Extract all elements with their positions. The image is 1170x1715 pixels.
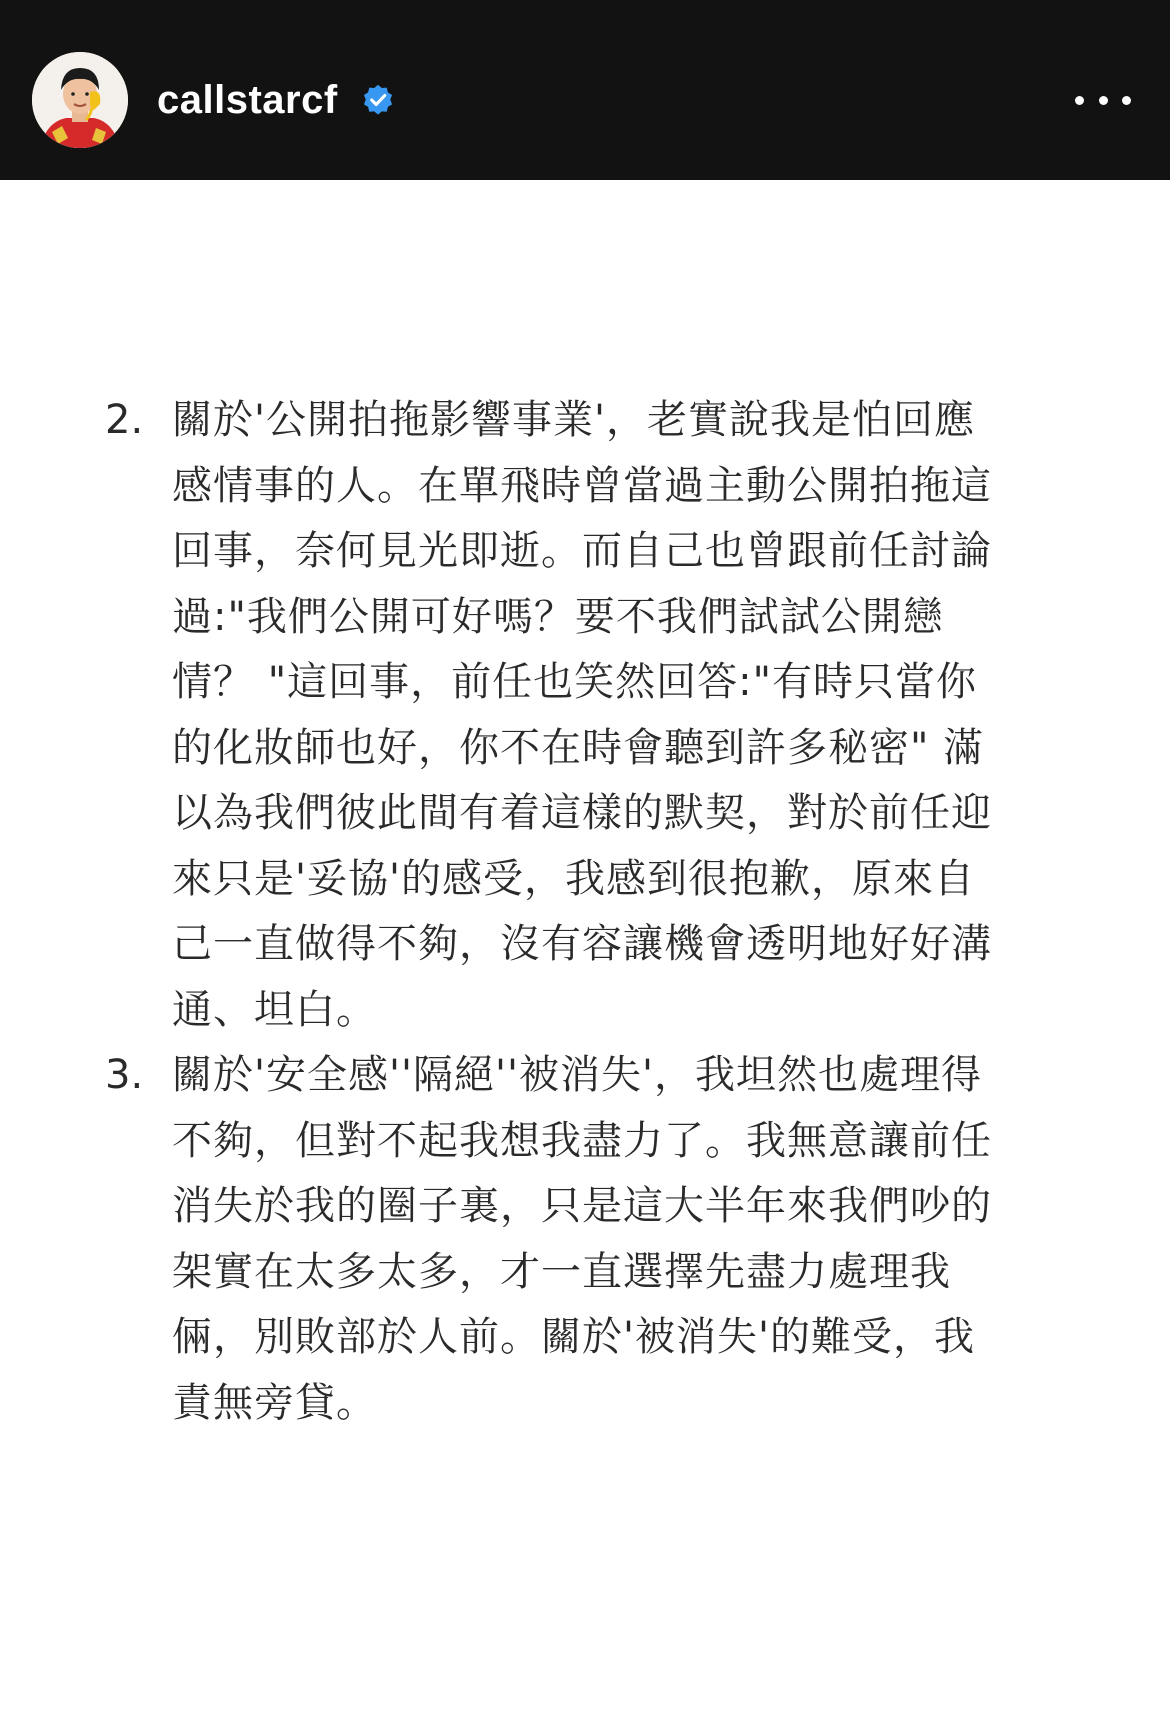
text-line: 關於'公開拍拖影響事業'，老實說我是怕回應 (172, 397, 975, 443)
profile-header (0, 0, 1170, 180)
list-item-text (172, 1043, 1092, 1436)
text-line: 通、坦白。 (172, 986, 377, 1033)
text-line: 關於'安全感''隔絕''被消失'，我坦然也處理得 (172, 1052, 982, 1098)
more-options-button[interactable] (1075, 82, 1131, 118)
list-item-number: 3. (105, 1052, 144, 1098)
text-line: 以為我們彼此間有着這樣的默契，對於前任迎 (172, 790, 992, 836)
text-line: 責無旁貸。 (172, 1379, 377, 1426)
text-line: 消失於我的圈子裏，只是這大半年來我們吵的 (172, 1183, 992, 1229)
list-item-text (172, 388, 1092, 1043)
text-line: 架實在太多太多，才一直選擇先盡力處理我 (172, 1248, 951, 1295)
more-horizontal-icon (1122, 96, 1131, 105)
text-line: 情？ "這回事，前任也笑然回答:"有時只當你 (172, 659, 977, 705)
post-body (105, 388, 1105, 1436)
text-line: 己一直做得不夠，沒有容讓機會透明地好好溝 (172, 921, 992, 967)
avatar[interactable] (32, 52, 128, 148)
text-line: 的化妝師也好，你不在時會聽到許多秘密" 滿 (172, 724, 985, 771)
text-line: 來只是'妥協'的感受，我感到很抱歉，原來自 (172, 855, 975, 902)
verified-badge-icon (360, 82, 396, 118)
list-item-number: 2. (105, 397, 144, 443)
username[interactable]: callstarcf (157, 78, 338, 122)
text-line: 過:"我們公開可好嗎？要不我們試試公開戀 (172, 593, 944, 640)
text-line: 感情事的人。在單飛時曾當過主動公開拍拖這 (172, 462, 992, 509)
list-item (105, 1043, 1105, 1436)
text-line: 回事，奈何見光即逝。而自己也曾跟前任討論 (172, 528, 992, 574)
text-line: 不夠，但對不起我想我盡力了。我無意讓前任 (172, 1117, 992, 1164)
more-horizontal-icon (1099, 96, 1108, 105)
more-horizontal-icon (1075, 96, 1084, 105)
text-line: 倆，別敗部於人前。關於'被消失'的難受，我 (172, 1314, 975, 1360)
list-item (105, 388, 1105, 1043)
avatar-image (32, 52, 128, 148)
